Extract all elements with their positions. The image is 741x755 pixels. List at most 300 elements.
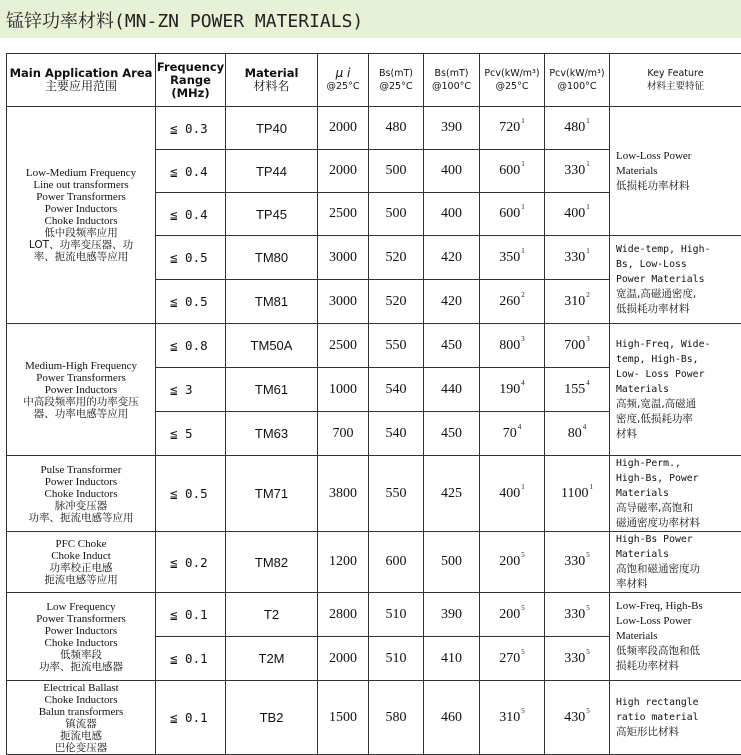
pcv25-cell-value: 200 bbox=[499, 607, 520, 622]
pcv25-cell-value: 600 bbox=[499, 206, 520, 221]
material-cell-value: TP44 bbox=[256, 164, 287, 179]
pcv25-cell bbox=[480, 280, 545, 324]
feature-line: 宽温,高磁通密度, bbox=[616, 287, 741, 302]
application-line: Electrical Ballast bbox=[7, 682, 155, 694]
frequency-cell bbox=[156, 456, 226, 532]
pcv100-cell-value: 430 bbox=[564, 710, 585, 725]
application-line: 扼流电感等应用 bbox=[7, 574, 155, 586]
frequency-cell bbox=[156, 150, 226, 193]
bs100-cell bbox=[424, 456, 480, 532]
key-feature-cell bbox=[610, 532, 741, 593]
material-cell-value: TM80 bbox=[255, 250, 288, 265]
key-feature-cell bbox=[610, 593, 741, 681]
material-cell bbox=[226, 368, 318, 412]
mu-cell-value: 2500 bbox=[329, 338, 357, 353]
frequency-cell bbox=[156, 532, 226, 593]
frequency-cell-value: ≦ 0.5 bbox=[170, 294, 208, 309]
pcv25-cell-value: 260 bbox=[499, 294, 520, 309]
application-line: Balun transformers bbox=[7, 706, 155, 718]
material-cell-value: T2M bbox=[259, 651, 285, 666]
page-title: 锰锌功率材料(MN-ZN POWER MATERIALS) bbox=[6, 7, 363, 33]
bs25-cell-value: 540 bbox=[386, 382, 407, 397]
mu-cell bbox=[318, 193, 369, 236]
material-cell bbox=[226, 681, 318, 755]
application-line: Pulse Transformer bbox=[7, 464, 155, 476]
application-line: Power Inductors bbox=[7, 203, 155, 215]
application-line: 脉冲变压器 bbox=[7, 500, 155, 512]
application-cell bbox=[7, 456, 156, 532]
pcv100-cell-value: 330 bbox=[564, 250, 585, 265]
feature-line: Materials bbox=[616, 164, 741, 179]
bs100-cell-value: 500 bbox=[441, 554, 462, 569]
mu-cell bbox=[318, 532, 369, 593]
feature-line: High-Bs, Power bbox=[616, 471, 741, 486]
footnote-mark: 5 bbox=[586, 604, 590, 612]
frequency-cell-value: ≦ 3 bbox=[170, 382, 193, 397]
pcv100-cell bbox=[545, 412, 610, 456]
bs25-cell-value: 550 bbox=[386, 486, 407, 501]
pcv25-cell bbox=[480, 593, 545, 637]
mu-cell bbox=[318, 681, 369, 755]
header-freq-2: Range bbox=[156, 74, 225, 87]
pcv25-cell bbox=[480, 107, 545, 150]
footnote-mark: 1 bbox=[521, 483, 525, 491]
material-cell-value: TB2 bbox=[260, 710, 284, 725]
frequency-cell bbox=[156, 368, 226, 412]
table-row bbox=[7, 456, 741, 532]
header-mu-2: @25°C bbox=[318, 80, 368, 93]
bs25-cell-value: 520 bbox=[386, 294, 407, 309]
header-mu-1: μ i bbox=[318, 67, 368, 80]
bs100-cell bbox=[424, 412, 480, 456]
application-line: 率、扼流电感等应用 bbox=[7, 251, 155, 263]
bs100-cell-value: 400 bbox=[441, 206, 462, 221]
header-bs25-2: @25°C bbox=[369, 80, 423, 93]
pcv100-cell-value: 330 bbox=[564, 607, 585, 622]
mu-cell-value: 2000 bbox=[329, 651, 357, 666]
application-line: Power Inductors bbox=[7, 625, 155, 637]
material-cell-value: TM61 bbox=[255, 382, 288, 397]
bs25-cell bbox=[369, 412, 424, 456]
key-feature-cell bbox=[610, 681, 741, 755]
mu-cell bbox=[318, 368, 369, 412]
frequency-cell-value: ≦ 0.5 bbox=[170, 250, 208, 265]
mu-cell-value: 1000 bbox=[329, 382, 357, 397]
feature-line: Bs, Low-Loss bbox=[616, 257, 741, 272]
material-cell-value: TM71 bbox=[255, 486, 288, 501]
mu-cell bbox=[318, 280, 369, 324]
application-line: Low Frequency bbox=[7, 601, 155, 613]
material-cell bbox=[226, 236, 318, 280]
frequency-cell bbox=[156, 236, 226, 280]
mu-cell bbox=[318, 593, 369, 637]
feature-line: 高饱和磁通密度功 bbox=[616, 562, 741, 577]
bs100-cell-value: 460 bbox=[441, 710, 462, 725]
materials-table bbox=[6, 53, 741, 755]
bs100-cell-value: 400 bbox=[441, 163, 462, 178]
mu-cell-value: 2000 bbox=[329, 120, 357, 135]
footnote-mark: 5 bbox=[586, 648, 590, 656]
header-bs25 bbox=[369, 54, 424, 107]
bs100-cell bbox=[424, 637, 480, 681]
material-cell bbox=[226, 107, 318, 150]
material-cell-value: TM81 bbox=[255, 294, 288, 309]
pcv100-cell bbox=[545, 150, 610, 193]
feature-line: High-Freq, Wide- bbox=[616, 337, 741, 352]
pcv100-cell-value: 400 bbox=[564, 206, 585, 221]
feature-line: 损耗功率材料 bbox=[616, 659, 741, 674]
mu-cell bbox=[318, 107, 369, 150]
pcv25-cell-value: 70 bbox=[503, 426, 517, 441]
bs100-cell-value: 390 bbox=[441, 120, 462, 135]
header-freq-3: (MHz) bbox=[156, 87, 225, 100]
pcv100-cell bbox=[545, 532, 610, 593]
pcv100-cell bbox=[545, 456, 610, 532]
application-line: LOT、功率变压器、功 bbox=[7, 239, 155, 251]
header-application bbox=[7, 54, 156, 107]
header-mat-zh: 材料名 bbox=[226, 80, 317, 93]
pcv25-cell-value: 310 bbox=[499, 710, 520, 725]
pcv25-cell-value: 270 bbox=[499, 651, 520, 666]
pcv100-cell-value: 330 bbox=[564, 554, 585, 569]
pcv25-cell-value: 190 bbox=[499, 382, 520, 397]
title-bar bbox=[0, 0, 741, 38]
frequency-cell bbox=[156, 593, 226, 637]
frequency-cell-value: ≦ 0.4 bbox=[170, 207, 208, 222]
pcv25-cell bbox=[480, 532, 545, 593]
bs25-cell bbox=[369, 150, 424, 193]
application-line: 中高段频率用的功率变压 bbox=[7, 396, 155, 408]
table-row bbox=[7, 324, 741, 368]
bs25-cell bbox=[369, 456, 424, 532]
footnote-mark: 5 bbox=[521, 648, 525, 656]
application-line: PFC Choke bbox=[7, 538, 155, 550]
bs25-cell bbox=[369, 532, 424, 593]
footnote-mark: 4 bbox=[521, 379, 525, 387]
bs100-cell bbox=[424, 324, 480, 368]
mu-cell-value: 1200 bbox=[329, 554, 357, 569]
footnote-mark: 5 bbox=[586, 707, 590, 715]
application-line: 功率校正电感 bbox=[7, 562, 155, 574]
footnote-mark: 4 bbox=[586, 379, 590, 387]
header-pcv100 bbox=[545, 54, 610, 107]
application-line: 器、功率电感等应用 bbox=[7, 408, 155, 420]
frequency-cell bbox=[156, 107, 226, 150]
feature-line: 高导磁率,高饱和 bbox=[616, 501, 741, 516]
header-material bbox=[226, 54, 318, 107]
table-row bbox=[7, 593, 741, 637]
feature-line: 磁通密度功率材料 bbox=[616, 516, 741, 531]
mu-cell bbox=[318, 236, 369, 280]
material-cell-value: T2 bbox=[264, 607, 279, 622]
bs25-cell-value: 510 bbox=[386, 651, 407, 666]
bs25-cell-value: 540 bbox=[386, 426, 407, 441]
material-cell-value: TP45 bbox=[256, 207, 287, 222]
feature-line: Materials bbox=[616, 629, 741, 644]
pcv25-cell bbox=[480, 456, 545, 532]
bs25-cell-value: 550 bbox=[386, 338, 407, 353]
key-feature-cell bbox=[610, 236, 741, 324]
pcv25-cell-value: 720 bbox=[499, 120, 520, 135]
material-cell-value: TM50A bbox=[251, 338, 293, 353]
header-mat-en: Material bbox=[226, 67, 317, 80]
material-cell bbox=[226, 412, 318, 456]
table-row bbox=[7, 107, 741, 150]
feature-line: Power Materials bbox=[616, 272, 741, 287]
header-frequency bbox=[156, 54, 226, 107]
feature-line: Materials bbox=[616, 382, 741, 397]
bs25-cell bbox=[369, 368, 424, 412]
application-line: 巴伦变压器 bbox=[7, 742, 155, 754]
feature-line: Low-Loss Power bbox=[616, 614, 741, 629]
bs25-cell bbox=[369, 593, 424, 637]
material-cell bbox=[226, 280, 318, 324]
footnote-mark: 5 bbox=[521, 707, 525, 715]
pcv100-cell bbox=[545, 368, 610, 412]
header-app-en: Main Application Area bbox=[7, 67, 155, 80]
frequency-cell bbox=[156, 681, 226, 755]
pcv25-cell bbox=[480, 324, 545, 368]
mu-cell-value: 2800 bbox=[329, 607, 357, 622]
mu-cell bbox=[318, 412, 369, 456]
application-line: Power Inductors bbox=[7, 476, 155, 488]
frequency-cell-value: ≦ 0.1 bbox=[170, 651, 208, 666]
bs25-cell-value: 600 bbox=[386, 554, 407, 569]
header-key-en: Key Feature bbox=[610, 67, 741, 80]
frequency-cell bbox=[156, 637, 226, 681]
bs25-cell-value: 520 bbox=[386, 250, 407, 265]
bs25-cell bbox=[369, 193, 424, 236]
feature-line: Materials bbox=[616, 486, 741, 501]
pcv100-cell-value: 155 bbox=[564, 382, 585, 397]
bs100-cell-value: 450 bbox=[441, 338, 462, 353]
application-cell bbox=[7, 532, 156, 593]
application-line: 功率、扼流电感器 bbox=[7, 661, 155, 673]
material-cell bbox=[226, 593, 318, 637]
frequency-cell bbox=[156, 324, 226, 368]
material-cell bbox=[226, 637, 318, 681]
bs25-cell bbox=[369, 637, 424, 681]
header-row bbox=[7, 54, 741, 107]
mu-cell-value: 3800 bbox=[329, 486, 357, 501]
header-pcv100-2: @100°C bbox=[545, 80, 609, 93]
frequency-cell-value: ≦ 5 bbox=[170, 426, 193, 441]
footnote-mark: 4 bbox=[518, 423, 522, 431]
frequency-cell-value: ≦ 0.2 bbox=[170, 555, 208, 570]
feature-line: 低损耗功率材料 bbox=[616, 302, 741, 317]
footnote-mark: 4 bbox=[583, 423, 587, 431]
frequency-cell-value: ≦ 0.3 bbox=[170, 121, 208, 136]
footnote-mark: 1 bbox=[521, 160, 525, 168]
application-line: Choke Inductors bbox=[7, 215, 155, 227]
footnote-mark: 1 bbox=[586, 247, 590, 255]
bs100-cell bbox=[424, 280, 480, 324]
application-line: Power Transformers bbox=[7, 372, 155, 384]
pcv25-cell-value: 600 bbox=[499, 163, 520, 178]
feature-line: 高矩形比材料 bbox=[616, 725, 741, 740]
bs100-cell-value: 450 bbox=[441, 426, 462, 441]
pcv100-cell-value: 700 bbox=[564, 338, 585, 353]
mu-cell bbox=[318, 456, 369, 532]
material-cell-value: TM63 bbox=[255, 426, 288, 441]
key-feature-cell bbox=[610, 324, 741, 456]
application-line: Medium-High Frequency bbox=[7, 360, 155, 372]
bs25-cell-value: 500 bbox=[386, 163, 407, 178]
pcv100-cell bbox=[545, 324, 610, 368]
application-cell bbox=[7, 107, 156, 324]
mu-cell-value: 2000 bbox=[329, 163, 357, 178]
material-cell bbox=[226, 150, 318, 193]
table-row bbox=[7, 532, 741, 593]
header-bs100-2: @100°C bbox=[424, 80, 479, 93]
pcv100-cell bbox=[545, 193, 610, 236]
mu-cell bbox=[318, 324, 369, 368]
feature-line: High rectangle bbox=[616, 695, 741, 710]
mu-cell-value: 700 bbox=[333, 426, 354, 441]
material-cell bbox=[226, 532, 318, 593]
footnote-mark: 5 bbox=[521, 551, 525, 559]
pcv100-cell bbox=[545, 681, 610, 755]
header-bs100-1: Bs(mT) bbox=[424, 67, 479, 80]
feature-line: 率材料 bbox=[616, 577, 741, 592]
footnote-mark: 3 bbox=[586, 335, 590, 343]
application-line: 低中段频率应用 bbox=[7, 227, 155, 239]
pcv100-cell-value: 80 bbox=[568, 426, 582, 441]
frequency-cell bbox=[156, 412, 226, 456]
bs100-cell-value: 410 bbox=[441, 651, 462, 666]
footnote-mark: 2 bbox=[586, 291, 590, 299]
bs25-cell bbox=[369, 280, 424, 324]
application-line: Choke Inductors bbox=[7, 694, 155, 706]
header-pcv25-1: Pcv(kW/m³) bbox=[480, 67, 544, 80]
application-cell bbox=[7, 681, 156, 755]
bs100-cell-value: 420 bbox=[441, 250, 462, 265]
header-key-zh: 材料主要特征 bbox=[610, 80, 741, 93]
pcv25-cell-value: 800 bbox=[499, 338, 520, 353]
pcv100-cell bbox=[545, 107, 610, 150]
pcv25-cell bbox=[480, 368, 545, 412]
frequency-cell-value: ≦ 0.1 bbox=[170, 710, 208, 725]
frequency-cell bbox=[156, 193, 226, 236]
application-line: 扼流电感 bbox=[7, 730, 155, 742]
feature-line: Low-Loss Power bbox=[616, 149, 741, 164]
feature-line: 材料 bbox=[616, 427, 741, 442]
frequency-cell bbox=[156, 280, 226, 324]
bs25-cell bbox=[369, 324, 424, 368]
material-cell bbox=[226, 324, 318, 368]
pcv25-cell bbox=[480, 150, 545, 193]
feature-line: 低损耗功率材料 bbox=[616, 179, 741, 194]
bs25-cell-value: 500 bbox=[386, 206, 407, 221]
feature-line: Low- Loss Power bbox=[616, 367, 741, 382]
feature-line: Low-Freq, High-Bs bbox=[616, 599, 741, 614]
application-cell bbox=[7, 593, 156, 681]
feature-line: Wide-temp, High- bbox=[616, 242, 741, 257]
frequency-cell-value: ≦ 0.4 bbox=[170, 164, 208, 179]
key-feature-cell bbox=[610, 107, 741, 236]
application-line: Power Transformers bbox=[7, 191, 155, 203]
footnote-mark: 1 bbox=[586, 203, 590, 211]
footnote-mark: 1 bbox=[521, 247, 525, 255]
bs100-cell-value: 420 bbox=[441, 294, 462, 309]
material-cell-value: TP40 bbox=[256, 121, 287, 136]
mu-cell bbox=[318, 150, 369, 193]
footnote-mark: 1 bbox=[521, 203, 525, 211]
application-line: Power Transformers bbox=[7, 613, 155, 625]
bs25-cell bbox=[369, 107, 424, 150]
application-line: Line out transformers bbox=[7, 179, 155, 191]
pcv100-cell-value: 480 bbox=[564, 120, 585, 135]
header-bs25-1: Bs(mT) bbox=[369, 67, 423, 80]
application-line: 镇流器 bbox=[7, 718, 155, 730]
bs100-cell-value: 440 bbox=[441, 382, 462, 397]
material-cell bbox=[226, 193, 318, 236]
key-feature-cell bbox=[610, 456, 741, 532]
pcv100-cell-value: 330 bbox=[564, 163, 585, 178]
frequency-cell-value: ≦ 0.1 bbox=[170, 607, 208, 622]
header-pcv25 bbox=[480, 54, 545, 107]
header-mu bbox=[318, 54, 369, 107]
application-line: Choke Inductors bbox=[7, 637, 155, 649]
pcv100-cell bbox=[545, 637, 610, 681]
table-row bbox=[7, 681, 741, 755]
bs25-cell-value: 580 bbox=[386, 710, 407, 725]
header-pcv100-1: Pcv(kW/m³) bbox=[545, 67, 609, 80]
application-line: 低频率段 bbox=[7, 649, 155, 661]
pcv25-cell-value: 350 bbox=[499, 250, 520, 265]
pcv100-cell-value: 310 bbox=[564, 294, 585, 309]
pcv100-cell bbox=[545, 236, 610, 280]
footnote-mark: 2 bbox=[521, 291, 525, 299]
footnote-mark: 3 bbox=[521, 335, 525, 343]
feature-line: temp, High-Bs, bbox=[616, 352, 741, 367]
application-line: Choke Induct bbox=[7, 550, 155, 562]
bs100-cell bbox=[424, 107, 480, 150]
material-cell bbox=[226, 456, 318, 532]
pcv25-cell bbox=[480, 681, 545, 755]
material-cell-value: TM82 bbox=[255, 555, 288, 570]
bs100-cell bbox=[424, 150, 480, 193]
header-freq-1: Frequency bbox=[156, 61, 225, 74]
frequency-cell-value: ≦ 0.8 bbox=[170, 338, 208, 353]
feature-line: 密度,低损耗功率 bbox=[616, 412, 741, 427]
bs100-cell bbox=[424, 236, 480, 280]
bs25-cell bbox=[369, 236, 424, 280]
feature-line: 低频率段高饱和低 bbox=[616, 644, 741, 659]
mu-cell-value: 3000 bbox=[329, 294, 357, 309]
footnote-mark: 1 bbox=[586, 160, 590, 168]
pcv25-cell-value: 400 bbox=[499, 486, 520, 501]
feature-line: ratio material bbox=[616, 710, 741, 725]
footnote-mark: 5 bbox=[586, 551, 590, 559]
mu-cell-value: 2500 bbox=[329, 206, 357, 221]
application-line: Low-Medium Frequency bbox=[7, 167, 155, 179]
mu-cell-value: 1500 bbox=[329, 710, 357, 725]
bs100-cell bbox=[424, 593, 480, 637]
bs25-cell-value: 480 bbox=[386, 120, 407, 135]
feature-line: High-Perm., bbox=[616, 456, 741, 471]
footnote-mark: 1 bbox=[589, 483, 593, 491]
bs100-cell bbox=[424, 681, 480, 755]
bs100-cell bbox=[424, 532, 480, 593]
feature-line: Materials bbox=[616, 547, 741, 562]
pcv25-cell bbox=[480, 236, 545, 280]
pcv100-cell bbox=[545, 280, 610, 324]
mu-cell-value: 3000 bbox=[329, 250, 357, 265]
bs100-cell bbox=[424, 193, 480, 236]
header-app-zh: 主要应用范围 bbox=[7, 80, 155, 93]
pcv100-cell-value: 330 bbox=[564, 651, 585, 666]
